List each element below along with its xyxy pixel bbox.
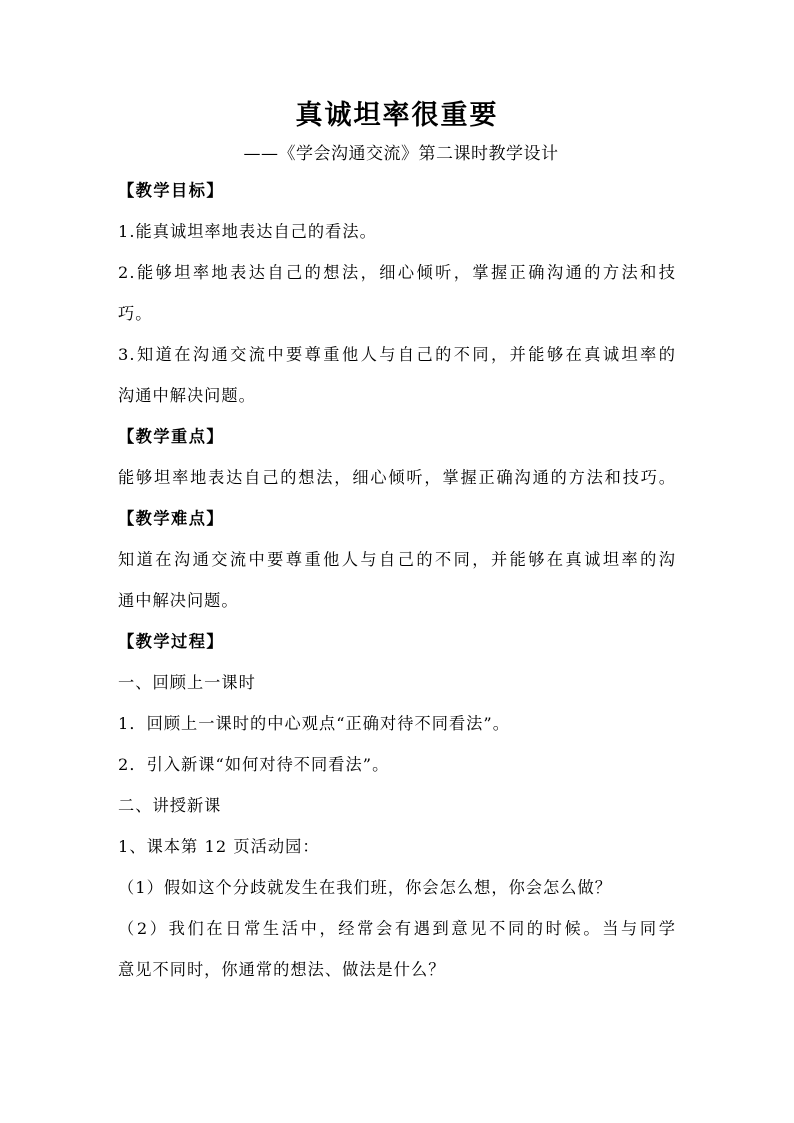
document-body [118, 170, 676, 990]
paragraph-line: 一、回顾上一课时 [118, 673, 256, 692]
paragraph-line: 沟通中解决问题。 [118, 386, 256, 405]
paragraph-line: 意见不同时，你通常的想法、做法是什么？ [118, 960, 446, 979]
section-heading: 【教学难点】 [118, 509, 225, 528]
paragraph-line: 1．回顾上一课时的中心观点“正确对待不同看法”。 [118, 714, 510, 733]
section-heading: 【教学重点】 [118, 427, 225, 446]
section-heading: 【教学过程】 [118, 632, 225, 651]
paragraph-line: 3.知道在沟通交流中要尊重他人与自己的不同，并能够在真诚坦率的 [118, 345, 676, 364]
paragraph-line: 1.能真诚坦率地表达自己的看法。 [118, 222, 377, 241]
paragraph-line: （2）我们在日常生活中，经常会有遇到意见不同的时候。当与同学 [118, 919, 676, 938]
paragraph-line: 巧。 [118, 304, 153, 323]
paragraph-line: 二、讲授新课 [118, 796, 222, 815]
paragraph-line: （1）假如这个分歧就发生在我们班，你会怎么想，你会怎么做？ [118, 878, 612, 897]
paragraph-line: 2．引入新课“如何对待不同看法”。 [118, 755, 390, 774]
document-subtitle: ——《学会沟通交流》第二课时教学设计 [243, 144, 559, 164]
paragraph-line: 知道在沟通交流中要尊重他人与自己的不同，并能够在真诚坦率的沟 [118, 550, 676, 569]
paragraph-line: 1、课本第 12 页活动园： [118, 837, 320, 856]
paragraph-line: 能够坦率地表达自己的想法，细心倾听，掌握正确沟通的方法和技巧。 [118, 468, 676, 487]
paragraph-line: 通中解决问题。 [118, 591, 239, 610]
document-title: 真诚坦率很重要 [295, 100, 499, 131]
paragraph-line: 2.能够坦率地表达自己的想法，细心倾听，掌握正确沟通的方法和技 [118, 263, 676, 282]
section-heading: 【教学目标】 [118, 181, 225, 200]
